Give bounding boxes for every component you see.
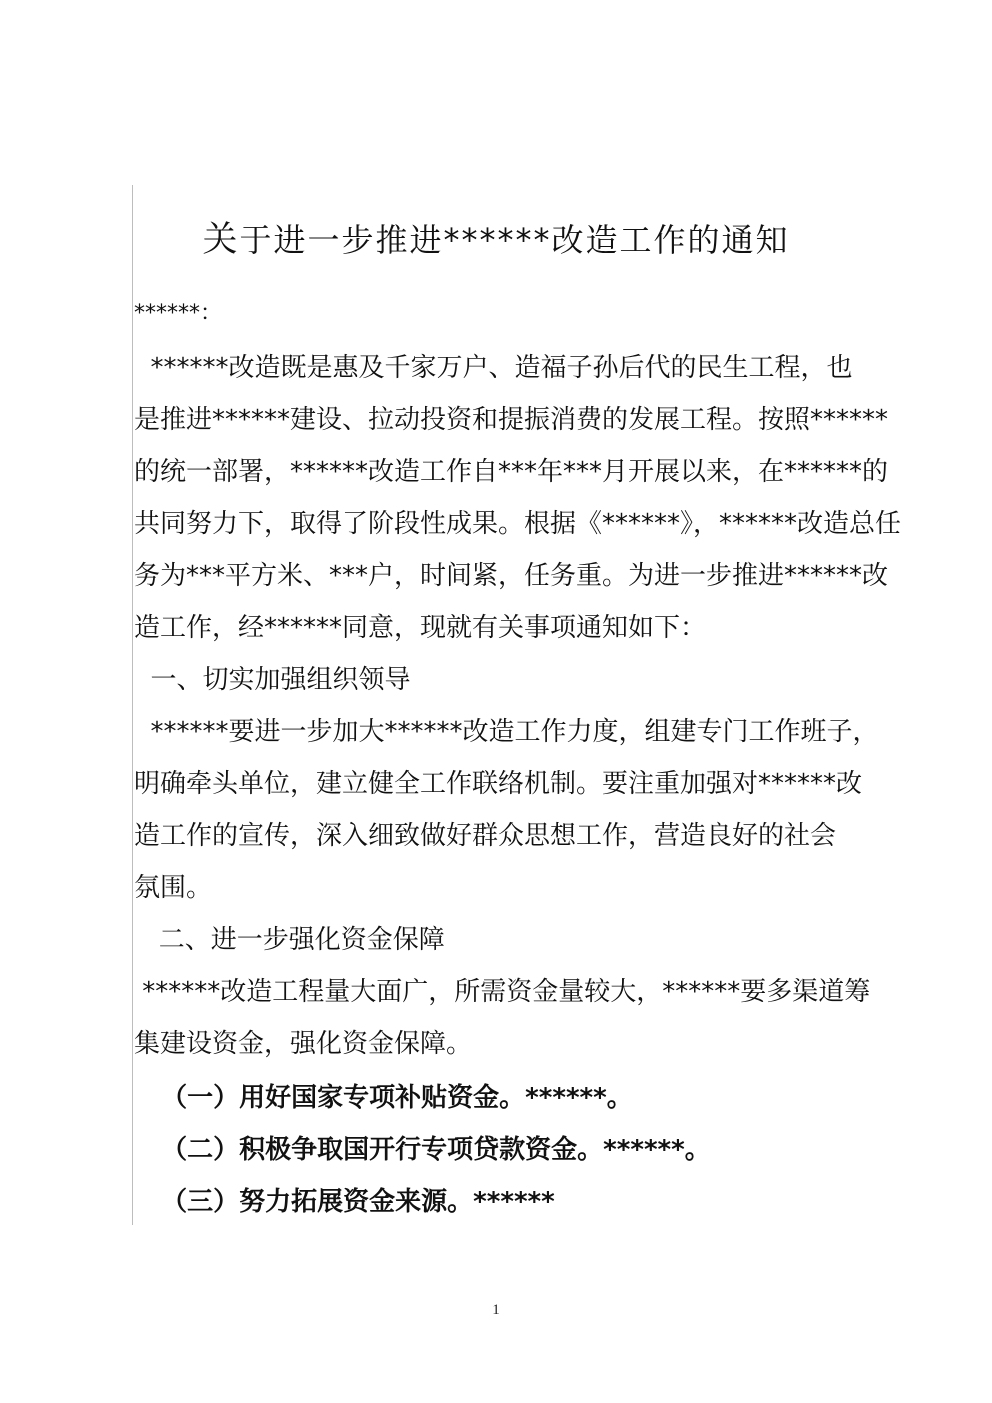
page-number: 1 bbox=[492, 1302, 500, 1318]
page-margin-rule bbox=[132, 185, 133, 1225]
section-heading: 一、切实加强组织领导 bbox=[134, 665, 411, 695]
subsection-item: （三）努力拓展资金来源。****** bbox=[134, 1187, 555, 1217]
paragraph-line: 集建设资金，强化资金保障。 bbox=[134, 1029, 473, 1059]
paragraph-line: 明确牵头单位，建立健全工作联络机制。要注重加强对******改 bbox=[134, 769, 863, 799]
section-heading: 二、进一步强化资金保障 bbox=[134, 925, 445, 955]
paragraph-line: 氛围。 bbox=[134, 873, 213, 903]
paragraph-line: 共同努力下，取得了阶段性成果。根据《******》，******改造总任 bbox=[134, 509, 902, 539]
subsection-item: （二）积极争取国开行专项贷款资金。******。 bbox=[134, 1135, 711, 1165]
paragraph-line: ******要进一步加大******改造工作力度，组建专门工作班子， bbox=[134, 717, 879, 747]
title-first-char: 关 bbox=[202, 220, 240, 260]
paragraph-line: 造工作，经******同意，现就有关事项通知如下： bbox=[134, 613, 707, 643]
title-text: 于进一步推进******改造工作的通知 bbox=[239, 221, 790, 259]
salutation: ******： bbox=[134, 301, 223, 326]
document-title bbox=[0, 218, 992, 262]
paragraph-line: 是推进******建设、拉动投资和提振消费的发展工程。按照****** bbox=[134, 405, 889, 435]
subsection-item: （一）用好国家专项补贴资金。******。 bbox=[134, 1083, 633, 1113]
paragraph-line: 造工作的宣传，深入细致做好群众思想工作，营造良好的社会 bbox=[134, 821, 837, 851]
paragraph-line: ******改造既是惠及千家万户、造福子孙后代的民生工程，也 bbox=[134, 353, 853, 383]
paragraph-line: ******改造工程量大面广，所需资金量较大，******要多渠道筹 bbox=[134, 977, 871, 1007]
paragraph-line: 务为***平方米、***户，时间紧，任务重。为进一步推进******改 bbox=[134, 561, 889, 591]
paragraph-line: 的统一部署，******改造工作自***年***月开展以来，在******的 bbox=[134, 457, 889, 487]
